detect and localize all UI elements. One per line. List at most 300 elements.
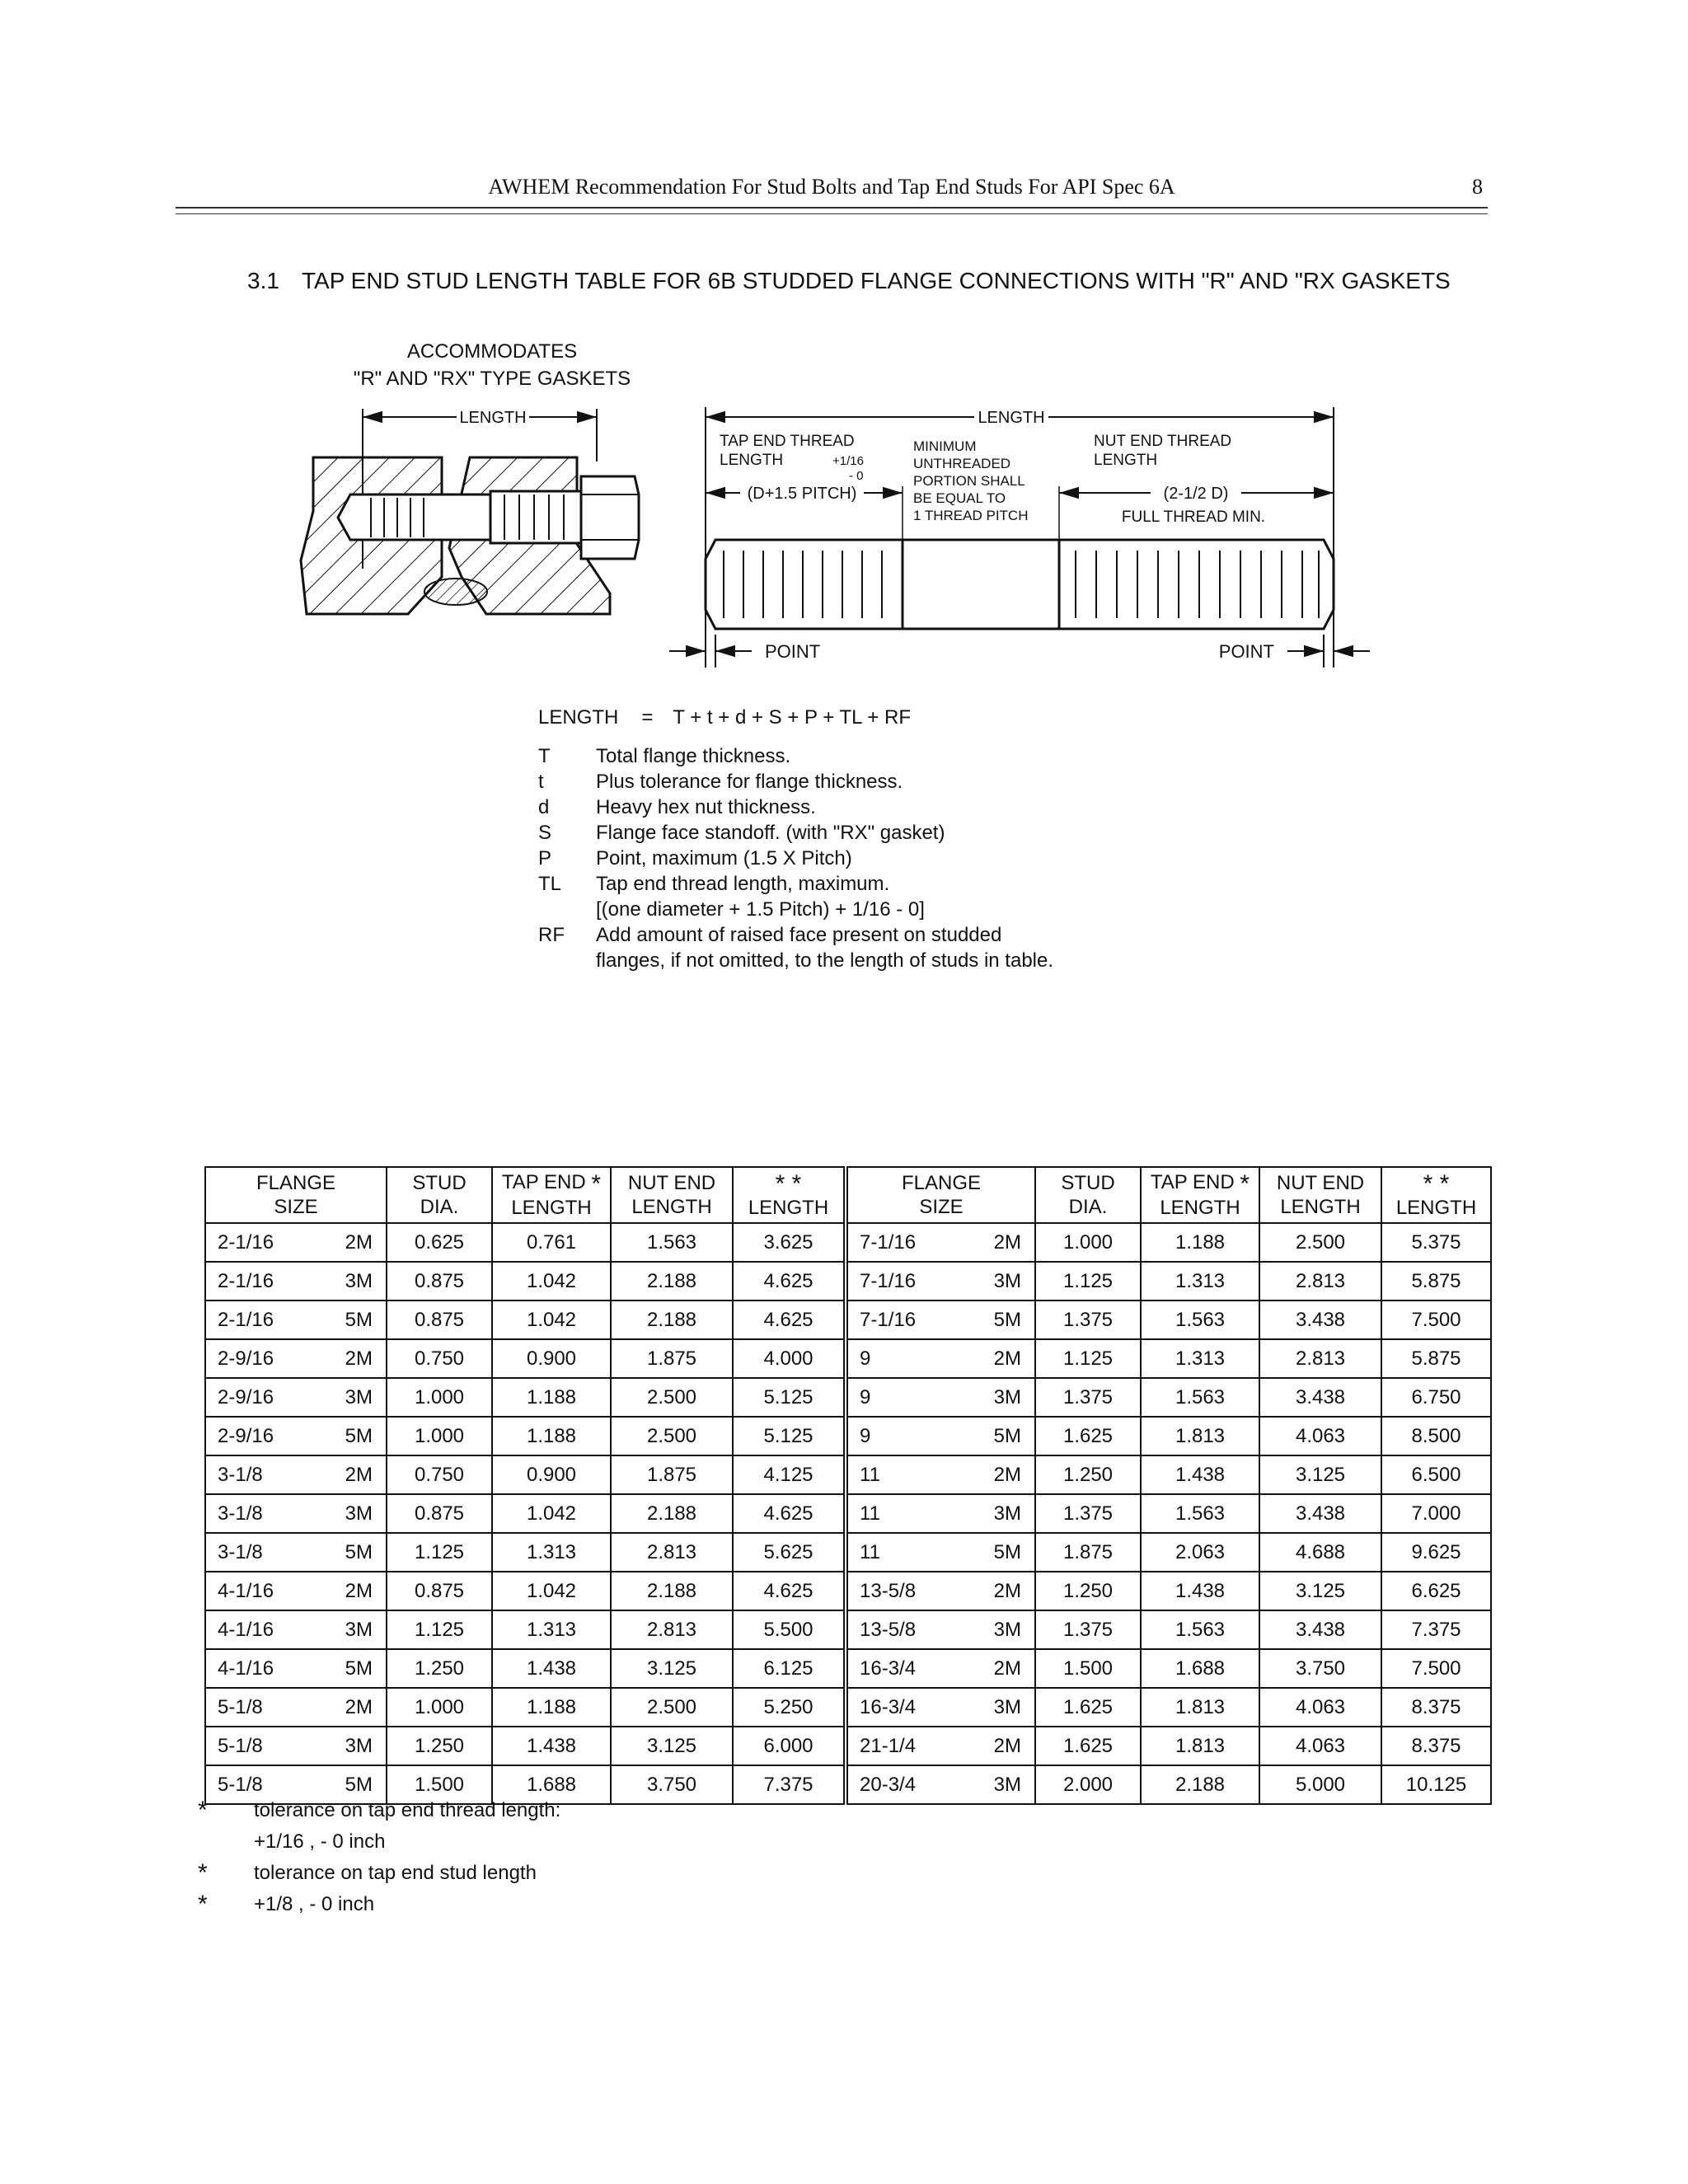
nut-end-length-cell: 3.750: [611, 1765, 733, 1804]
stud-dia-cell: 0.750: [387, 1339, 492, 1378]
nut-end-label-2: LENGTH: [1094, 452, 1158, 469]
header-stud-dia: STUD DIA.: [1035, 1167, 1141, 1223]
pressure-rating: 3M: [345, 1734, 373, 1757]
tap-end-dim-label: (D+1.5 PITCH): [747, 485, 857, 503]
flange-size: 7-1/16: [860, 1269, 917, 1292]
flange-size-cell: [205, 1339, 387, 1378]
stud-dia-cell: 0.875: [387, 1494, 492, 1533]
nut-end-length-cell: 2.500: [611, 1688, 733, 1727]
pressure-rating: 2M: [993, 1463, 1021, 1486]
flange-size: 2-9/16: [218, 1347, 274, 1370]
flange-size-cell: [205, 1688, 387, 1727]
flange-size: 5-1/8: [218, 1695, 263, 1718]
def-text: Add amount of raised face present on studded flanges, if not omitted, to the length of studs in table.: [596, 924, 1054, 972]
flange-size-cell: [205, 1649, 387, 1688]
table-row: [205, 1301, 1491, 1339]
table-row: [205, 1339, 1491, 1378]
flange-size: 2-1/16: [218, 1230, 274, 1254]
length-cell: 4.000: [733, 1339, 846, 1378]
length-formula: [538, 706, 911, 729]
def-text: Total flange thickness.: [596, 745, 791, 767]
stud-dia-cell: 1.000: [387, 1688, 492, 1727]
definition-row: [538, 743, 1057, 769]
flange-size-cell: [846, 1765, 1035, 1804]
flange-size: 13-5/8: [860, 1618, 917, 1641]
length-cell: 6.125: [733, 1649, 846, 1688]
flange-size-cell: [846, 1339, 1035, 1378]
stud-dia-cell: 1.000: [1035, 1223, 1141, 1262]
header-nut-end-length: NUT END LENGTH: [1259, 1167, 1381, 1223]
def-symbol: d: [538, 796, 550, 818]
flange-size: 21-1/4: [860, 1734, 917, 1757]
table-body: [205, 1223, 1491, 1804]
stud-dia-cell: 1.500: [1035, 1649, 1141, 1688]
tap-end-length-cell: 0.900: [492, 1455, 611, 1494]
stud-dia-cell: 0.750: [387, 1455, 492, 1494]
pressure-rating: 3M: [993, 1502, 1021, 1525]
header-tap-end-length: TAP END * LENGTH: [1141, 1167, 1259, 1223]
flange-size: 16-3/4: [860, 1657, 917, 1680]
pressure-rating: 3M: [993, 1269, 1021, 1292]
pressure-rating: 3M: [993, 1618, 1021, 1641]
nut-end-length-cell: 3.438: [1259, 1494, 1381, 1533]
tap-end-length-cell: 2.188: [1141, 1765, 1259, 1804]
pressure-rating: 5M: [345, 1424, 373, 1447]
flange-size-cell: [205, 1494, 387, 1533]
flange-size: 16-3/4: [860, 1695, 917, 1718]
section-title: TAP END STUD LENGTH TABLE FOR 6B STUDDED FLANGE CONNECTIONS WITH "R" AND "RX GASKETS: [302, 268, 1451, 293]
header-tap-end-length: TAP END * LENGTH: [492, 1167, 611, 1223]
stud-body: [706, 540, 1334, 629]
nut-end-length-cell: 4.063: [1259, 1688, 1381, 1727]
flange-size: 5-1/8: [218, 1734, 263, 1757]
footnote-value: +1/8 , - 0 inch: [254, 1893, 375, 1915]
pressure-rating: 5M: [345, 1540, 373, 1563]
pressure-rating: 5M: [345, 1308, 373, 1331]
tap-end-length-cell: 1.188: [492, 1417, 611, 1455]
pressure-rating: 5M: [993, 1308, 1021, 1331]
pressure-rating: 3M: [345, 1618, 373, 1641]
def-symbol: t: [538, 771, 544, 793]
flange-size-cell: [205, 1455, 387, 1494]
flange-size: 7-1/16: [860, 1308, 917, 1331]
def-symbol: TL: [538, 873, 562, 895]
min-label-5: 1 THREAD PITCH: [913, 508, 1029, 523]
length-cell: 4.625: [733, 1494, 846, 1533]
tap-end-length-cell: 1.188: [1141, 1223, 1259, 1262]
stud-dia-cell: 0.875: [387, 1262, 492, 1301]
header-title: AWHEM Recommendation For Stud Bolts and Tap End Studs For API Spec 6A: [488, 175, 1175, 199]
flange-size-cell: [205, 1610, 387, 1649]
formula-rhs: T + t + d + S + P + TL + RF: [673, 706, 911, 729]
table-row: [205, 1572, 1491, 1610]
stud-length-table: [204, 1166, 1492, 1805]
length-cell: 5.875: [1381, 1339, 1491, 1378]
def-text: Point, maximum (1.5 X Pitch): [596, 847, 852, 869]
stud-dia-cell: 1.250: [387, 1649, 492, 1688]
stud-dia-cell: 0.625: [387, 1223, 492, 1262]
nut-end-length-cell: 2.188: [611, 1301, 733, 1339]
flange-size-cell: [205, 1533, 387, 1572]
stud-dia-cell: 1.375: [1035, 1494, 1141, 1533]
flange-size-cell: [846, 1262, 1035, 1301]
nut-end-length-cell: 3.750: [1259, 1649, 1381, 1688]
formula-eq: =: [641, 706, 654, 729]
stud-dia-cell: 1.000: [387, 1378, 492, 1417]
flange-size: 20-3/4: [860, 1773, 917, 1796]
stud-dia-cell: 1.000: [387, 1417, 492, 1455]
flange-size-cell: [846, 1533, 1035, 1572]
nut-end-length-cell: 3.438: [1259, 1301, 1381, 1339]
table-row: [205, 1533, 1491, 1572]
pressure-rating: 2M: [345, 1230, 373, 1254]
def-text: Plus tolerance for flange thickness.: [596, 771, 903, 793]
nut-end-label-1: NUT END THREAD: [1094, 433, 1232, 450]
tap-end-length-cell: 1.042: [492, 1494, 611, 1533]
tap-end-length-cell: 1.188: [492, 1378, 611, 1417]
length-cell: 4.625: [733, 1572, 846, 1610]
pressure-rating: 3M: [345, 1385, 373, 1408]
min-label-2: UNTHREADED: [913, 456, 1011, 471]
footnote-mark: *: [198, 1797, 208, 1824]
stud-elevation: [669, 407, 1370, 668]
length-cell: 5.250: [733, 1688, 846, 1727]
length-cell: 4.625: [733, 1262, 846, 1301]
nut-end-length-cell: 4.688: [1259, 1533, 1381, 1572]
tap-end-length-cell: 1.563: [1141, 1378, 1259, 1417]
tap-end-length-cell: 1.688: [1141, 1649, 1259, 1688]
page-number: 8: [1472, 175, 1483, 199]
nut-end-length-cell: 2.500: [611, 1378, 733, 1417]
stud-dia-cell: 1.250: [1035, 1455, 1141, 1494]
footnote-text: tolerance on tap end stud length: [254, 1862, 537, 1884]
flange-size-cell: [846, 1455, 1035, 1494]
nut-end-length-cell: 2.188: [611, 1494, 733, 1533]
flange-size-cell: [846, 1494, 1035, 1533]
nut-end-length-cell: 2.500: [1259, 1223, 1381, 1262]
tap-end-length-cell: 1.313: [492, 1533, 611, 1572]
flange-size: 3-1/8: [218, 1463, 263, 1486]
definition-row: [538, 897, 1057, 922]
footnote-value: +1/16 , - 0 inch: [254, 1830, 386, 1853]
point-label-right: POINT: [1218, 641, 1274, 662]
accommodates-label: ACCOMMODATES: [406, 340, 578, 363]
header-stud-dia: STUD DIA.: [387, 1167, 492, 1223]
flange-size-cell: [846, 1610, 1035, 1649]
definitions-list: [538, 743, 1057, 973]
tap-end-label-1: TAP END THREAD: [720, 433, 855, 450]
stud-dia-cell: 1.625: [1035, 1727, 1141, 1765]
stud-dia-cell: 1.375: [1035, 1301, 1141, 1339]
pressure-rating: 5M: [345, 1773, 373, 1796]
nut-end-length-cell: 4.063: [1259, 1727, 1381, 1765]
tap-end-length-cell: 1.813: [1141, 1417, 1259, 1455]
length-cell: 7.000: [1381, 1494, 1491, 1533]
pressure-rating: 2M: [993, 1230, 1021, 1254]
tap-end-length-cell: 1.042: [492, 1572, 611, 1610]
flange-size-cell: [846, 1378, 1035, 1417]
flange-size-cell: [846, 1649, 1035, 1688]
flange-size: 7-1/16: [860, 1230, 917, 1254]
nut-end-length-cell: 3.438: [1259, 1378, 1381, 1417]
def-symbol: T: [538, 745, 551, 767]
table-row: [205, 1649, 1491, 1688]
header-length: * * LENGTH: [1381, 1167, 1491, 1223]
table-row: [205, 1688, 1491, 1727]
length-cell: 5.500: [733, 1610, 846, 1649]
tap-end-length-cell: 1.313: [1141, 1339, 1259, 1378]
definition-row: [538, 922, 1057, 973]
flange-size-cell: [205, 1417, 387, 1455]
table-row: [205, 1378, 1491, 1417]
nut-end-length-cell: 2.813: [611, 1610, 733, 1649]
stud-dia-cell: 1.125: [1035, 1262, 1141, 1301]
flange-size: 2-9/16: [218, 1424, 274, 1447]
length-cell: 5.125: [733, 1417, 846, 1455]
def-text: [(one diameter + 1.5 Pitch) + 1/16 - 0]: [596, 898, 925, 921]
nut-end-length-cell: 1.563: [611, 1223, 733, 1262]
tolerance-minus: - 0: [849, 469, 864, 483]
stud-dia-cell: 1.375: [1035, 1378, 1141, 1417]
hex-nut: [581, 476, 639, 559]
flange-size: 2-9/16: [218, 1385, 274, 1408]
nut-end-length-cell: 2.188: [611, 1262, 733, 1301]
table-row: [205, 1494, 1491, 1533]
pressure-rating: 3M: [993, 1695, 1021, 1718]
length-label-left: LENGTH: [459, 409, 527, 427]
stud-dia-cell: 1.125: [387, 1533, 492, 1572]
flange-size: 4-1/16: [218, 1579, 274, 1602]
pressure-rating: 3M: [993, 1385, 1021, 1408]
gasket-type-label: "R" AND "RX" TYPE GASKETS: [353, 368, 631, 390]
table-row: [205, 1455, 1491, 1494]
nut-end-length-cell: 2.188: [611, 1572, 733, 1610]
table-row: [205, 1262, 1491, 1301]
def-symbol: P: [538, 847, 552, 869]
stud-dia-cell: 1.125: [387, 1610, 492, 1649]
stud-dia-cell: 1.875: [1035, 1533, 1141, 1572]
table-row: [205, 1223, 1491, 1262]
nut-end-length-cell: 3.125: [1259, 1455, 1381, 1494]
flange-size-cell: [846, 1688, 1035, 1727]
stud-dia-cell: 2.000: [1035, 1765, 1141, 1804]
tap-end-length-cell: 1.563: [1141, 1301, 1259, 1339]
length-cell: 4.125: [733, 1455, 846, 1494]
flange-size-cell: [205, 1378, 387, 1417]
header-flange-size: FLANGE SIZE: [846, 1167, 1035, 1223]
flange-size: 3-1/8: [218, 1502, 263, 1525]
table-row: [205, 1417, 1491, 1455]
pressure-rating: 3M: [345, 1502, 373, 1525]
nut-end-length-cell: 3.438: [1259, 1610, 1381, 1649]
definition-row: [538, 794, 1057, 820]
pressure-rating: 2M: [993, 1734, 1021, 1757]
full-thread-label: FULL THREAD MIN.: [1121, 509, 1266, 526]
tap-end-length-cell: 1.042: [492, 1262, 611, 1301]
flange-size: 2-1/16: [218, 1269, 274, 1292]
flange-size-cell: [846, 1301, 1035, 1339]
pressure-rating: 2M: [345, 1695, 373, 1718]
stud-dia-cell: 1.625: [1035, 1688, 1141, 1727]
stud-dia-cell: 1.250: [387, 1727, 492, 1765]
pressure-rating: 3M: [345, 1269, 373, 1292]
tap-end-length-cell: 0.761: [492, 1223, 611, 1262]
pressure-rating: 2M: [993, 1579, 1021, 1602]
length-cell: 6.625: [1381, 1572, 1491, 1610]
length-cell: 8.375: [1381, 1727, 1491, 1765]
footnote-text: tolerance on tap end thread length:: [254, 1799, 561, 1821]
definition-row: [538, 871, 1057, 897]
def-symbol: [538, 897, 596, 922]
tap-end-length-cell: 1.563: [1141, 1494, 1259, 1533]
tap-end-length-cell: 1.438: [492, 1727, 611, 1765]
tap-end-length-cell: 1.188: [492, 1688, 611, 1727]
pressure-rating: 5M: [993, 1540, 1021, 1563]
flange-size-cell: [205, 1572, 387, 1610]
nut-end-length-cell: 5.000: [1259, 1765, 1381, 1804]
flange-size-cell: [205, 1262, 387, 1301]
length-cell: 7.500: [1381, 1649, 1491, 1688]
stud-diagram: [0, 0, 1688, 709]
table-row: [205, 1610, 1491, 1649]
length-cell: 8.375: [1381, 1688, 1491, 1727]
flange-size: 4-1/16: [218, 1657, 274, 1680]
definition-row: [538, 820, 1057, 846]
flange-size: 2-1/16: [218, 1308, 274, 1331]
pressure-rating: 2M: [345, 1579, 373, 1602]
flange-size: 9: [860, 1424, 871, 1447]
stud-dia-cell: 0.875: [387, 1572, 492, 1610]
pressure-rating: 2M: [993, 1657, 1021, 1680]
def-text: Tap end thread length, maximum.: [596, 873, 890, 895]
flange-size: 11: [860, 1502, 880, 1525]
length-cell: 5.875: [1381, 1262, 1491, 1301]
tap-end-length-cell: 1.813: [1141, 1727, 1259, 1765]
flange-size: 3-1/8: [218, 1540, 263, 1563]
section-number: 3.1: [247, 268, 279, 293]
nut-end-length-cell: 2.813: [1259, 1339, 1381, 1378]
length-cell: 6.500: [1381, 1455, 1491, 1494]
stud-dia-cell: 1.125: [1035, 1339, 1141, 1378]
tap-end-label-2: LENGTH: [720, 452, 784, 469]
formula-lhs: LENGTH: [538, 706, 619, 729]
length-cell: 8.500: [1381, 1417, 1491, 1455]
nut-end-length-cell: 2.813: [611, 1533, 733, 1572]
pressure-rating: 2M: [345, 1463, 373, 1486]
nut-end-length-cell: 3.125: [611, 1727, 733, 1765]
length-cell: 5.375: [1381, 1223, 1491, 1262]
flange-size-cell: [846, 1727, 1035, 1765]
tap-end-length-cell: 1.438: [1141, 1455, 1259, 1494]
flange-size: 5-1/8: [218, 1773, 263, 1796]
nut-end-length-cell: 3.125: [1259, 1572, 1381, 1610]
header-nut-end-length: NUT END LENGTH: [611, 1167, 733, 1223]
tap-end-length-cell: 1.563: [1141, 1610, 1259, 1649]
tap-end-length-cell: 1.688: [492, 1765, 611, 1804]
tap-end-length-cell: 1.438: [1141, 1572, 1259, 1610]
nut-end-length-cell: 2.813: [1259, 1262, 1381, 1301]
tap-end-length-cell: 0.900: [492, 1339, 611, 1378]
def-text: Flange face standoff. (with "RX" gasket): [596, 822, 945, 844]
min-label-4: BE EQUAL TO: [913, 490, 1006, 506]
stud-dia-cell: 1.375: [1035, 1610, 1141, 1649]
flange-cross-section: [301, 340, 639, 614]
stud-dia-cell: 0.875: [387, 1301, 492, 1339]
tolerance-plus: +1/16: [832, 454, 864, 468]
length-cell: 6.000: [733, 1727, 846, 1765]
flange-size: 4-1/16: [218, 1618, 274, 1641]
length-cell: 7.375: [733, 1765, 846, 1804]
nut-end-length-cell: 1.875: [611, 1455, 733, 1494]
tap-end-length-cell: 1.313: [492, 1610, 611, 1649]
flange-size-cell: [205, 1301, 387, 1339]
def-symbol: S: [538, 822, 552, 844]
nut-end-length-cell: 2.500: [611, 1417, 733, 1455]
flange-size: 11: [860, 1540, 880, 1563]
definition-row: [538, 846, 1057, 871]
pressure-rating: 2M: [345, 1347, 373, 1370]
stud-dia-cell: 1.625: [1035, 1417, 1141, 1455]
table-header-row: [205, 1167, 1491, 1223]
ring-gasket: [424, 579, 487, 605]
length-cell: 9.625: [1381, 1533, 1491, 1572]
stud-dia-cell: 1.500: [387, 1765, 492, 1804]
tap-end-length-cell: 1.813: [1141, 1688, 1259, 1727]
nut-end-dim-label: (2-1/2 D): [1163, 485, 1229, 503]
nut-end-length-cell: 1.875: [611, 1339, 733, 1378]
definition-row: [538, 769, 1057, 794]
header-length: * * LENGTH: [733, 1167, 846, 1223]
flange-size-cell: [846, 1572, 1035, 1610]
tap-end-length-cell: 1.313: [1141, 1262, 1259, 1301]
pressure-rating: 3M: [993, 1773, 1021, 1796]
tap-end-length-cell: 2.063: [1141, 1533, 1259, 1572]
header-flange-size: FLANGE SIZE: [205, 1167, 387, 1223]
flange-size-cell: [205, 1727, 387, 1765]
length-cell: 5.125: [733, 1378, 846, 1417]
flange-size: 9: [860, 1385, 871, 1408]
pressure-rating: 5M: [345, 1657, 373, 1680]
min-label-1: MINIMUM: [913, 438, 977, 454]
flange-size: 11: [860, 1463, 880, 1486]
tap-end-length-cell: 1.042: [492, 1301, 611, 1339]
flange-size-cell: [846, 1223, 1035, 1262]
length-cell: 7.375: [1381, 1610, 1491, 1649]
def-text: Heavy hex nut thickness.: [596, 796, 816, 818]
flange-size: 9: [860, 1347, 871, 1370]
length-cell: 4.625: [733, 1301, 846, 1339]
length-cell: 3.625: [733, 1223, 846, 1262]
pressure-rating: 2M: [993, 1347, 1021, 1370]
pressure-rating: 5M: [993, 1424, 1021, 1447]
flange-size: 13-5/8: [860, 1579, 917, 1602]
length-cell: 7.500: [1381, 1301, 1491, 1339]
length-cell: 5.625: [733, 1533, 846, 1572]
tap-end-length-cell: 1.438: [492, 1649, 611, 1688]
length-cell: 6.750: [1381, 1378, 1491, 1417]
footnote-mark: * *: [198, 1859, 208, 1918]
length-label-top: LENGTH: [978, 409, 1045, 427]
tap-end-stud: [338, 494, 490, 540]
length-cell: 10.125: [1381, 1765, 1491, 1804]
min-label-3: PORTION SHALL: [913, 473, 1025, 489]
nut-end-length-cell: 3.125: [611, 1649, 733, 1688]
flange-size-cell: [205, 1223, 387, 1262]
point-label-left: POINT: [765, 641, 821, 662]
nut-end-length-cell: 4.063: [1259, 1417, 1381, 1455]
table-row: [205, 1727, 1491, 1765]
flange-size-cell: [846, 1417, 1035, 1455]
